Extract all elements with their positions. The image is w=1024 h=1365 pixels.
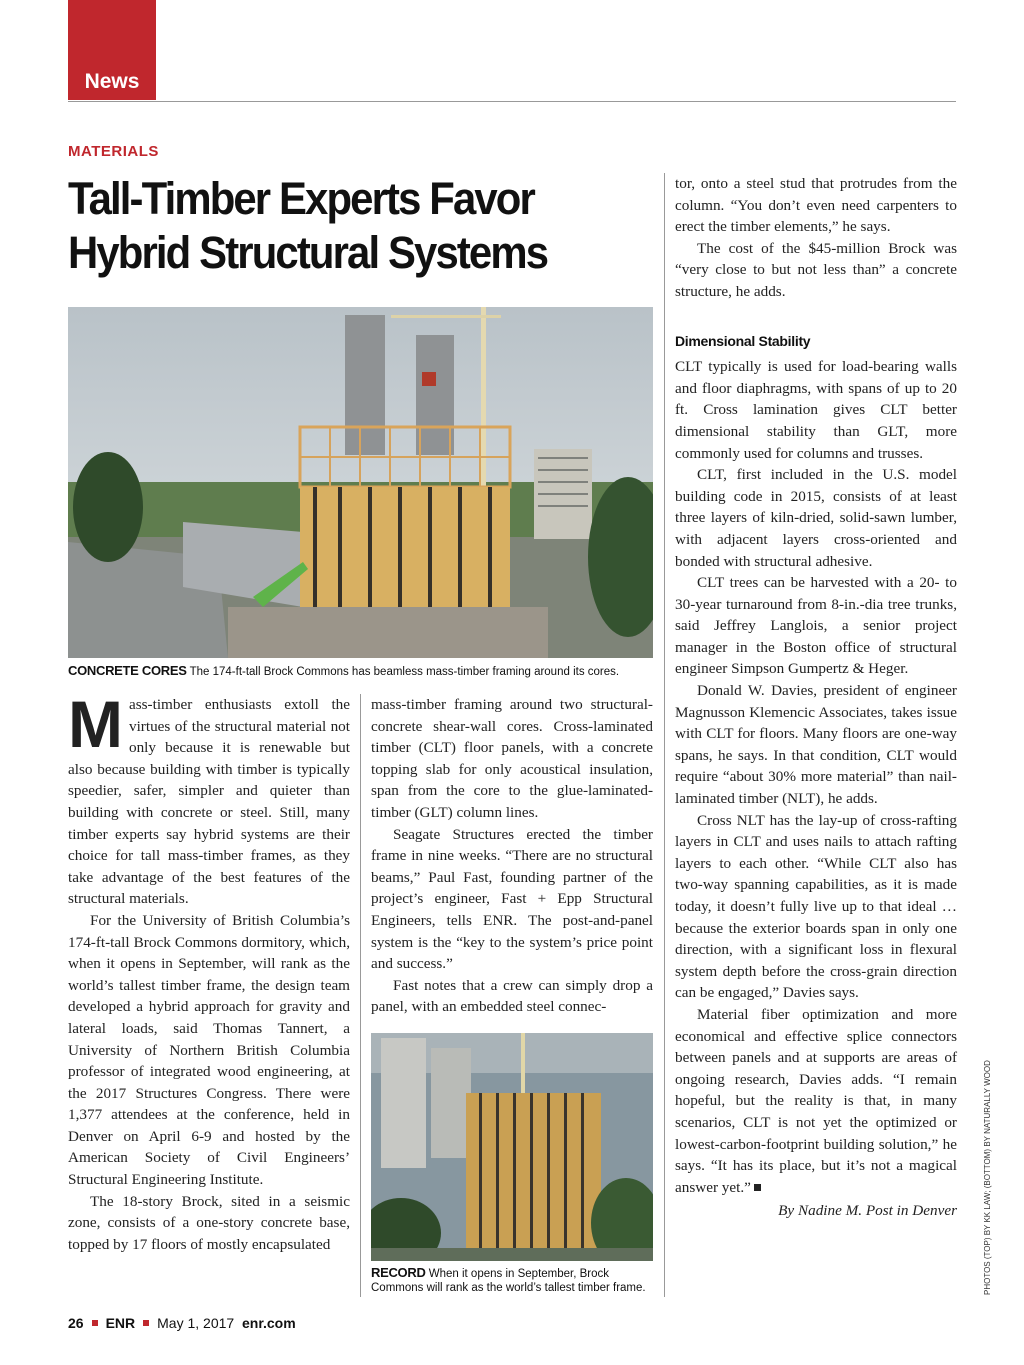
article-paragraph: Fast notes that a crew can simply drop a panel, with an embedded steel connec- bbox=[371, 976, 653, 1016]
issue-date: May 1, 2017 bbox=[157, 1315, 235, 1331]
section-tab bbox=[68, 0, 156, 100]
photo2-caption-label: RECORD bbox=[371, 1265, 426, 1280]
magazine-name: ENR bbox=[105, 1315, 136, 1331]
article-column-3 bbox=[675, 173, 957, 1222]
article-column-2 bbox=[371, 694, 653, 1018]
photo1-caption-text: The 174-ft-tall Brock Commons has beamless mass-timber framing around its cores. bbox=[189, 666, 620, 678]
column-divider bbox=[360, 694, 361, 1297]
photo2-caption-text: When it opens in September, Brock Commons will rank as the world’s tallest timber frame. bbox=[371, 1268, 646, 1294]
page-footer bbox=[68, 1315, 296, 1331]
photo-brock-commons-aerial bbox=[371, 1033, 653, 1261]
end-mark-icon bbox=[754, 1184, 761, 1191]
photo-brock-commons-construction bbox=[68, 307, 653, 658]
article-paragraph: CLT trees can be harvested with a 20- to 30-year turnaround from 8-in.-dia tree trunks, said Jeffrey Langlois, a senior project manager in the Boston office of structural engineer Simpson Gumpertz & Heger. bbox=[675, 574, 957, 678]
article-paragraph: For the University of British Columbia’s 174-ft-tall Brock Commons dormitory, which, when it opens in September, will rank as the world’s tallest timber frame, the design team developed a hybrid approach for gravity and lateral loads, said Thomas Tannert, a University of Northern British Columbia professor of integrated wood engineering, at the 2017 Structures Congress. There were 1,377 attendees at the conference, held in Denver on April 6-9 and hosted by the American Society of Civil Engineers’ Structural Engineering Institute. bbox=[68, 911, 350, 1189]
column-divider bbox=[664, 173, 665, 1297]
byline: By Nadine M. Post in Denver bbox=[778, 1202, 957, 1220]
page-number: 26 bbox=[68, 1315, 84, 1331]
article-paragraph: CLT, first included in the U.S. model building code in 2015, consists of at least three layers of kiln-dried, solid-sawn lumber, with adjacent layers cross-oriented and bonded with structural adhesive. bbox=[675, 466, 957, 570]
separator-square-icon bbox=[92, 1320, 98, 1326]
headline: Tall-Timber Experts Favor Hybrid Structural Systems bbox=[68, 173, 548, 278]
separator-square-icon bbox=[143, 1320, 149, 1326]
article-column-1 bbox=[68, 687, 350, 1255]
article-paragraph: Seagate Structures erected the timber frame in nine weeks. “There are no structural beams,” Paul Fast, founding partner of the project’s engineer, Fast + Epp Structural Engineers, tells ENR. The post-and-panel system is the “key to the system’s price point and success.” bbox=[371, 825, 653, 973]
kicker: MATERIALS bbox=[68, 143, 159, 160]
article-paragraph: Donald W. Davies, president of engineer Magnusson Klemencic Associates, takes issue with CLT for floors. Many floors are one-way spans, he says. In that condition, CLT would require “about 30% more material” than nail-laminated timber (NLT), he adds. bbox=[675, 682, 957, 808]
article-paragraph: tor, onto a steel stud that protrudes from the column. “You don’t even need carpenters to erect the timber elements,” he says. bbox=[675, 175, 957, 236]
article-paragraph: The cost of the $45-million Brock was “very close to but not less than” a concrete structure, he adds. bbox=[675, 239, 957, 300]
drop-cap: M bbox=[68, 687, 123, 761]
article-paragraph: CLT typically is used for load-bearing walls and floor diaphragms, with spans of up to 20 ft. Cross lamination gives CLT better dimensional stability than GLT, more commonly used for columns and trusses. bbox=[675, 358, 957, 462]
photo1-caption-label: CONCRETE CORES bbox=[68, 663, 187, 678]
photo2-caption bbox=[371, 1266, 653, 1295]
photo-credit: PHOTOS (TOP) BY KK LAW; (BOTTOM) BY NATURALLY WOOD bbox=[983, 1060, 992, 1295]
article-paragraph: Mass-timber enthusiasts extoll the virtues of the structural material not only because it is renewable but also because building with timber is typically speedier, safer, simpler and quieter than building with concrete or steel. Still, many timber experts say hybrid systems are their choice for tall mass-timber frames, as they take advantage of the best features of the structural materials. bbox=[68, 687, 350, 908]
article-paragraph: mass-timber framing around two structural-concrete shear-wall cores. Cross-laminated timber (CLT) floor panels, with a concrete topping slab for only acoustical insulation, span from the core to the glue-laminated-timber (GLT) column lines. bbox=[371, 696, 653, 821]
section-tab-label: News bbox=[84, 70, 140, 93]
photo1-caption bbox=[68, 664, 668, 679]
article-paragraph: Material fiber optimization and more economical and effective splice connectors between panels and at supports are areas of ongoing research, Davies adds. “I remain hopeful, but the reality is that, in many scenarios, CLT is not yet the optimized or lowest-carbon-footprint building solution,” he says. “It has its place, but it’s not a magical answer yet.” bbox=[675, 1005, 957, 1196]
article-paragraph: Cross NLT has the lay-up of cross-rafting layers in CLT and uses nails to attach rafting layers to each other. “While CLT also has two-way spanning capabilities, as it is made today, it doesn’t fully live up to that ideal … because the exterior boards span in only one direction, with a significant loss in flexural system depth before the cross-grain direction can be engaged,” Davies says. bbox=[675, 811, 957, 1002]
top-rule bbox=[68, 101, 956, 102]
website: enr.com bbox=[241, 1315, 296, 1331]
subhead: Dimensional Stability bbox=[675, 332, 811, 349]
article-paragraph: The 18-story Brock, sited in a seismic zone, consists of a one-story concrete base, topped by 17 floors of mostly encapsulated bbox=[68, 1192, 350, 1253]
